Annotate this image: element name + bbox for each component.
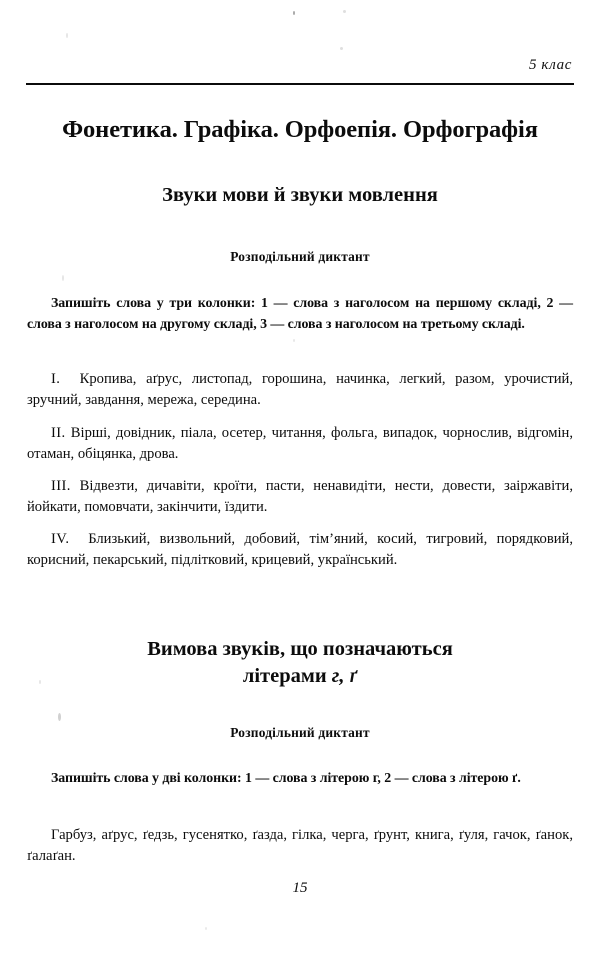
list-item-words: Відвезти, дичавіти, кроїти, пасти, ненавидіти, нести, довести, заіржавіти, йойкати, помовчати, закінчити, їздити.: [27, 477, 573, 516]
list-item: [27, 369, 573, 413]
section-heading-line-2-prefix: літерами: [242, 665, 332, 688]
section-heading-pronunciation: [27, 636, 573, 690]
scan-speck: [66, 33, 68, 38]
running-head-label: 5 клас: [528, 57, 572, 73]
instruction-paragraph-1: Запишіть слова у три колонки: 1 — слова з наголосом на першому складі, 2 — слова з наголосом на другому складі, 3 — слова з наголосом на третьому складі.: [27, 295, 573, 332]
subheading-dictation-2: Розподільний диктант: [230, 725, 370, 741]
page-title: Фонетика. Графіка. Орфоепія. Орфографія: [62, 116, 538, 144]
list-item: [27, 423, 573, 467]
section-heading-line-1: Вимова звуків, що позначаються: [147, 638, 453, 660]
scan-speck: [343, 10, 346, 13]
scan-speck: [340, 47, 343, 50]
scan-speck: [58, 713, 61, 721]
scan-speck: [205, 927, 207, 930]
list-item-numeral: III.: [51, 477, 71, 494]
subheading-dictation-1: Розподільний диктант: [230, 249, 370, 265]
list-item-numeral: I.: [51, 370, 61, 387]
scan-speck: [62, 275, 64, 281]
list-item-numeral: II.: [51, 424, 66, 441]
section-heading-sounds: Звуки мови й звуки мовлення: [162, 184, 438, 206]
list-item-words: Близький, визвольний, добовий, тім’яний, косий, тигровий, порядковий, корисний, пекарський, підлітковий, крицевий, український.: [27, 530, 573, 569]
list-item-words: Вірші, довідник, піала, осетер, читання, фольга, випадок, чорнослив, відгомін, отаман, обіцянка, дрова.: [27, 424, 573, 463]
scan-speck: [293, 339, 295, 342]
instruction-paragraph-2: Запишіть слова у дві колонки: 1 — слова з літерою г, 2 — слова з літерою ґ.: [51, 770, 521, 786]
page-number: 15: [292, 880, 308, 896]
list-item-words: Кропива, аґрус, листопад, горошина, начинка, легкий, разом, урочистий, зручний, завдання, мережа, середина.: [27, 370, 573, 409]
word-list-paragraph: Гарбуз, аґрус, ґедзь, гусенятко, ґазда, гілка, черга, ґрунт, книга, ґуля, гачок, ґанок, ґалаґан.: [27, 826, 573, 865]
list-item: [27, 476, 573, 520]
list-item-numeral: IV.: [51, 530, 70, 547]
section-heading-letters: г, ґ: [331, 665, 358, 688]
header-rule: [26, 83, 574, 85]
list-item: [27, 529, 573, 573]
running-head: [27, 56, 572, 74]
scan-speck: [293, 11, 295, 15]
